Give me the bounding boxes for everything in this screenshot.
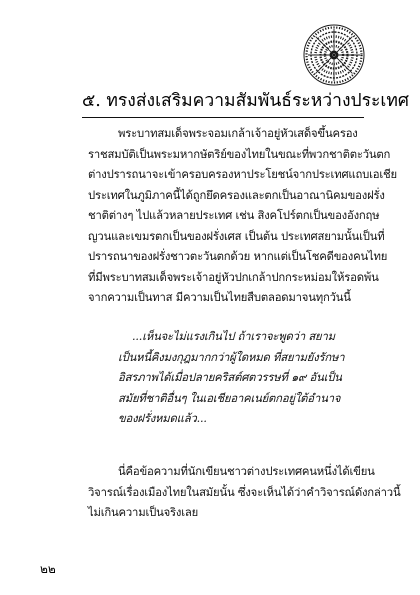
paragraph-line: ต่างปรารถนาจะเข้าครอบครองหาประโยชน์จากประเทศแถบเอเชีย: [88, 168, 397, 181]
block-quote: [118, 327, 358, 430]
paragraph-line: จากความเป็นทาส มีความเป็นไทยสืบตลอดมาจนทุกวันนี้: [88, 291, 351, 304]
quote-line: เป็นหนี้คิงมงกุฎมากกว่าผู้ใดหมด ที่สยามยังรักษา: [118, 350, 345, 364]
paragraph-2: [88, 462, 401, 524]
quote-line: อิสรภาพได้เมื่อปลายคริสต์ศตวรรษที่ ๑๙ อันเป็น: [118, 371, 342, 384]
page-number: ๒๒: [40, 562, 56, 576]
paragraph-line: ชาติต่างๆ ไปแล้วหลายประเทศ เช่น สิงคโปร์ตกเป็นของอังกฤษ: [88, 209, 380, 222]
title-underline: [82, 117, 364, 118]
quote-line: สมัยที่ชาติอื่นๆ ในเอเชียอาคเนย์ตกอยู่ใต้อำนาจ: [118, 391, 341, 405]
paragraph-line: ราชสมบัติเป็นพระมหากษัตริย์ของไทยในขณะที่พวกชาติตะวันตก: [88, 147, 391, 161]
quote-line: ...เห็นจะไม่แรงเกินไป ถ้าเราจะพูดว่า สยาม: [132, 330, 335, 343]
chapter-title: ๕. ทรงส่งเสริมความสัมพันธ์ระหว่างประเทศ: [82, 91, 410, 111]
quote-line: ของฝรั่งหมดแล้ว...: [118, 412, 207, 425]
royal-seal-icon: [303, 24, 365, 86]
paragraph-line: ที่มีพระบาทสมเด็จพระเจ้าอยู่หัวปกเกล้าปกกระหม่อมให้รอดพ้น: [88, 270, 379, 284]
paragraph-line: นี่คือข้อความที่นักเขียนชาวต่างประเทศคนหนึ่งได้เขียน: [118, 465, 375, 478]
paragraph-1: [88, 124, 397, 309]
paragraph-line: วิจารณ์เรื่องเมืองไทยในสมัยนั้น ซึ่งจะเห็นได้ว่าคำวิจารณ์ดังกล่าวนี้: [88, 485, 401, 499]
paragraph-line: ญวนและเขมรตกเป็นของฝรั่งเศส เป็นต้น ประเทศสยามนั้นเป็นที่: [88, 229, 385, 243]
paragraph-line: ไม่เกินความเป็นจริงเลย: [88, 506, 199, 519]
paragraph-line: ประเทศในภูมิภาคนี้ได้ถูกยึดครองและตกเป็นอาณานิคมของฝรั่ง: [88, 188, 385, 202]
paragraph-line: พระบาทสมเด็จพระจอมเกล้าเจ้าอยู่หัวเสด็จขึ้นครอง: [118, 127, 358, 140]
paragraph-line: ปรารถนาของฝรั่งชาวตะวันตกด้วย หากแต่เป็นโชคดีของคนไทย: [88, 250, 388, 263]
